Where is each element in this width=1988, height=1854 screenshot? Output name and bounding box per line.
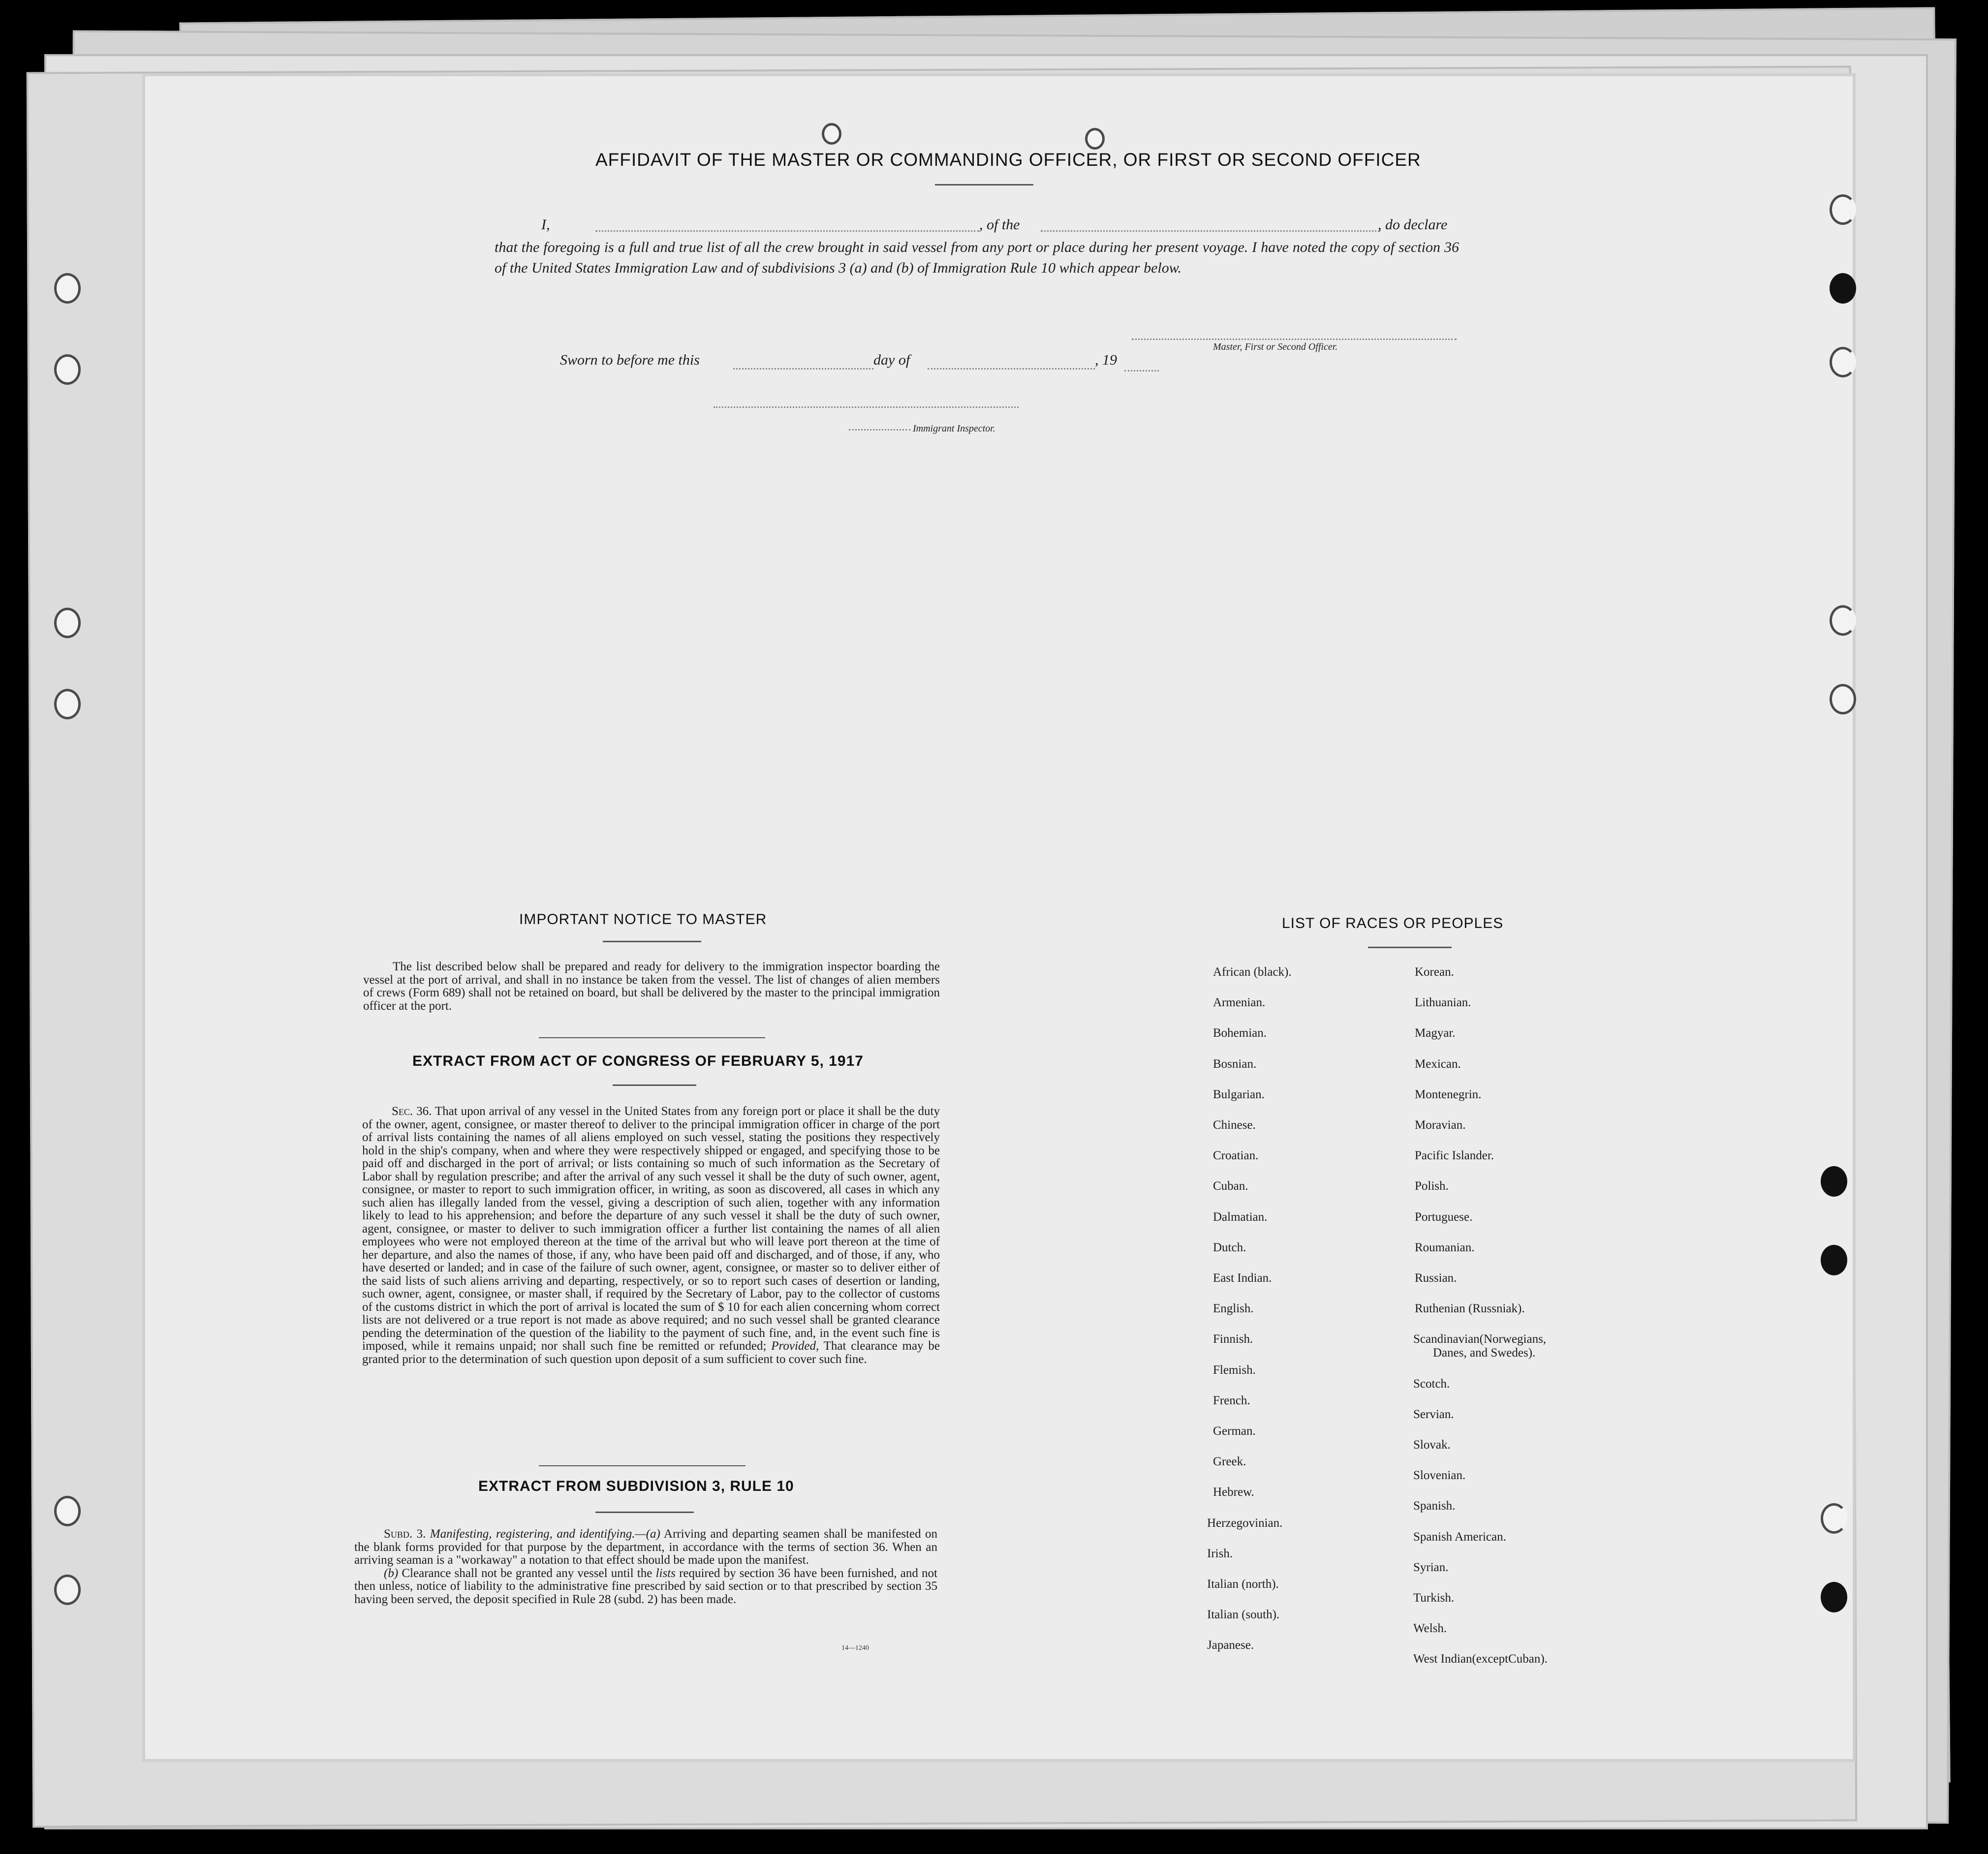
race-item: Turkish. bbox=[1413, 1591, 1455, 1605]
binding-hole bbox=[54, 1496, 81, 1526]
divider bbox=[603, 941, 701, 942]
affidavit-body: that the foregoing is a full and true list of all the crew brought in said vessel from any port or place during her present voyage. I have noted the copy of section 36 of the United States Immigration Law and of subdivisions 3 (a) and (b) of Immigration Rule 10 which appear below. bbox=[495, 239, 1459, 276]
race-item: Dalmatian. bbox=[1213, 1210, 1268, 1224]
notice-paragraph: The list described below shall be prepared and ready for delivery to the immigration inspector boarding the vessel at the port of arrival, and shall in no instance be taken from the vessel. The list of changes of alien members of crews (Form 689) shall not be retained on board, but shall be delivered by the master to the principal immigration officer at the port. bbox=[363, 960, 940, 1013]
race-item: Scandinavian(Norwegians, bbox=[1413, 1332, 1547, 1346]
race-item: Dutch. bbox=[1213, 1240, 1246, 1254]
sec-label: Sec. 36. bbox=[392, 1105, 432, 1118]
notice-title: IMPORTANT NOTICE TO MASTER bbox=[519, 911, 767, 927]
race-item: Scotch. bbox=[1413, 1377, 1450, 1390]
race-item: African (black). bbox=[1213, 965, 1292, 979]
race-item: Lithuanian. bbox=[1415, 996, 1471, 1010]
binding-hole bbox=[54, 1575, 81, 1605]
race-item: Korean. bbox=[1415, 965, 1454, 979]
race-item: West Indian(exceptCuban). bbox=[1413, 1652, 1548, 1666]
subd-b-text1: Clearance shall not be granted any vessel until the bbox=[402, 1566, 652, 1580]
extract-act-title: EXTRACT FROM ACT OF CONGRESS OF FEBRUARY 5, 1917 bbox=[412, 1053, 864, 1069]
race-item: Bohemian. bbox=[1213, 1026, 1267, 1040]
binding-hole bbox=[1830, 194, 1856, 225]
race-item: Montenegrin. bbox=[1415, 1087, 1482, 1101]
race-item: Hebrew. bbox=[1213, 1485, 1254, 1499]
affidavit-of-the: , of the bbox=[979, 216, 1020, 233]
subd-a-text: Arriving and departing seamen shall be manifested on the blank forms provided for that purpose by the department, in accordance with the terms of section 36. When an arriving seaman is a "workaway" a notation to that effect should be made upon the manifest. bbox=[354, 1527, 938, 1567]
form-page bbox=[145, 76, 1853, 1759]
race-item: Chinese. bbox=[1213, 1118, 1256, 1132]
binding-hole bbox=[54, 354, 81, 385]
vessel-field-line bbox=[1041, 230, 1380, 232]
race-item: Bulgarian. bbox=[1213, 1087, 1265, 1101]
race-item: English. bbox=[1213, 1302, 1254, 1316]
race-item: Herzegovinian. bbox=[1207, 1516, 1283, 1530]
sworn-year-line bbox=[1124, 370, 1159, 371]
affidavit-declare: , do declare bbox=[1378, 216, 1448, 233]
race-item: Italian (south). bbox=[1207, 1608, 1280, 1622]
subd-label: Subd. 3. bbox=[384, 1527, 426, 1541]
master-caption: Master, First or Second Officer. bbox=[1213, 341, 1338, 352]
race-item: Finnish. bbox=[1213, 1332, 1253, 1346]
races-title: LIST OF RACES OR PEOPLES bbox=[1282, 915, 1504, 931]
sec-36-text-end: That clearance may be granted prior to the determination of such question upon deposit of a sum sufficient to cover such fine. bbox=[362, 1339, 940, 1366]
race-item: Portuguese. bbox=[1415, 1210, 1473, 1224]
inspector-lead-line bbox=[849, 429, 910, 431]
divider bbox=[613, 1084, 696, 1086]
race-item: East Indian. bbox=[1213, 1271, 1272, 1285]
race-item: German. bbox=[1213, 1424, 1256, 1438]
race-item: Cuban. bbox=[1213, 1179, 1248, 1193]
binding-hole bbox=[1821, 1582, 1847, 1612]
race-item: Danes, and Swedes). bbox=[1433, 1346, 1536, 1360]
sec-36-text: That upon arrival of any vessel in the United States from any foreign port or place it shall be the duty of the owner, agent, consignee, or master thereof to deliver to the principal immigration officer in charge of the port of arrival lists containing the names of all aliens employed on such vessel, stating the positions they respectively hold in the ship's company, when and where they were respectively shipped or engaged, and specifying those to be paid off and discharged in the port of arrival; or lists containing so much of such information as the Secretary of Labor shall by regulation prescribe; and after the arrival of any such vessel it shall be the duty of such owner, agent, consignee, or master to report to such immigration officer, in writing, as soon as discovered, all cases in which any such alien has illegally landed from the vessel, giving a description of such alien, together with any information likely to lead to his apprehension; and before the departure of any such vessel it shall be the duty of such owner, agent, consignee, or master to deliver to such immigration officer a further list containing the names of all alien employees who were not employed thereon at the time of the arrival but who will leave port thereon at the time of her departure, and also the names of those, if any, who have been paid off and discharged, and of those, if any, who have deserted or landed; and in case of the failure of such owner, agent, consignee, or master so to deliver either of the said lists of such aliens arriving and departing, respectively, or so to report such cases of desertion or landing, such owner, agent, consignee, or master shall, if required by the Secretary of Labor, pay to the collector of customs of the customs district in which the port of arrival is located the sum of $ 10 for each alien concerning whom correct lists are not delivered or a true report is not made as above required; and no such vessel shall be granted clearance pending the determination of the question of the liability to the payment of such fine, and, in the event such fine is imposed, while it remains unpaid; nor shall such fine be remitted or refunded; bbox=[362, 1105, 940, 1353]
binding-hole bbox=[822, 123, 841, 145]
race-item: Armenian. bbox=[1213, 996, 1266, 1010]
binding-hole bbox=[1821, 1245, 1847, 1275]
notice-text bbox=[363, 960, 940, 1013]
divider bbox=[1368, 947, 1452, 948]
race-item: Slovenian. bbox=[1413, 1469, 1466, 1483]
race-item: Croatian. bbox=[1213, 1149, 1259, 1163]
signature-line bbox=[1132, 339, 1457, 340]
binding-hole bbox=[54, 608, 81, 638]
subd-b-label: (b) bbox=[384, 1566, 399, 1580]
sworn-day-of: day of bbox=[873, 352, 910, 368]
race-item: Servian. bbox=[1413, 1407, 1454, 1421]
binding-hole bbox=[1830, 347, 1856, 377]
sworn-prefix: Sworn to before me this bbox=[560, 352, 700, 368]
race-item: Ruthenian (Russniak). bbox=[1415, 1302, 1525, 1316]
sworn-day-line bbox=[733, 368, 873, 370]
race-item: Spanish American. bbox=[1413, 1530, 1506, 1544]
extract-rule-text bbox=[354, 1528, 937, 1606]
extract-act-text bbox=[362, 1105, 940, 1366]
race-item: Moravian. bbox=[1415, 1118, 1466, 1132]
race-item: Pacific Islander. bbox=[1415, 1149, 1494, 1163]
lists-word: lists bbox=[655, 1566, 676, 1580]
sworn-year: , 19 bbox=[1095, 352, 1117, 368]
provided-label: Provided, bbox=[771, 1339, 819, 1353]
affidavit-i: I, bbox=[541, 216, 550, 233]
binding-hole bbox=[1821, 1166, 1847, 1197]
inspector-caption: Immigrant Inspector. bbox=[913, 423, 995, 434]
binding-hole bbox=[54, 273, 81, 304]
extract-rule-title: EXTRACT FROM SUBDIVISION 3, RULE 10 bbox=[478, 1478, 794, 1494]
sworn-month-line bbox=[928, 368, 1095, 370]
race-item: Greek. bbox=[1213, 1455, 1246, 1469]
binding-hole bbox=[1830, 605, 1856, 636]
race-item: Syrian. bbox=[1413, 1560, 1449, 1574]
divider bbox=[935, 184, 1033, 185]
race-item: Italian (north). bbox=[1207, 1577, 1279, 1591]
divider bbox=[539, 1037, 765, 1038]
race-item: Mexican. bbox=[1415, 1057, 1461, 1071]
subd-heading: Manifesting, registering, and identifying.—(a) bbox=[430, 1527, 660, 1541]
name-field-line bbox=[595, 230, 979, 232]
affidavit-title: AFFIDAVIT OF THE MASTER OR COMMANDING OFFICER, OR FIRST OR SECOND OFFICER bbox=[595, 150, 1421, 170]
race-item: Flemish. bbox=[1213, 1363, 1256, 1377]
divider bbox=[539, 1465, 746, 1466]
race-item: Spanish. bbox=[1413, 1499, 1456, 1513]
race-item: Russian. bbox=[1415, 1271, 1457, 1285]
race-item: Japanese. bbox=[1207, 1638, 1254, 1652]
race-item: Magyar. bbox=[1415, 1026, 1456, 1040]
race-item: Polish. bbox=[1415, 1179, 1449, 1193]
inspector-signature-line bbox=[714, 406, 1019, 408]
race-item: Welsh. bbox=[1413, 1622, 1447, 1636]
race-item: Irish. bbox=[1207, 1546, 1233, 1560]
race-item: Roumanian. bbox=[1415, 1240, 1475, 1254]
binding-hole bbox=[1085, 128, 1105, 150]
race-item: French. bbox=[1213, 1393, 1250, 1407]
binding-hole bbox=[54, 689, 81, 719]
divider bbox=[595, 1512, 694, 1513]
race-item: Slovak. bbox=[1413, 1438, 1451, 1452]
subd-b-text2: required by section 36 have been furnished, and not then unless, notice of liability to the administrative fine prescribed by said section or to that prescribed by section 35 having been served, the deposit specified in Rule 28 (subd. 2) has been made. bbox=[354, 1566, 937, 1606]
binding-hole bbox=[1821, 1503, 1847, 1534]
binding-hole bbox=[1830, 684, 1856, 714]
race-item: Bosnian. bbox=[1213, 1057, 1257, 1071]
form-number: 14—1240 bbox=[841, 1644, 869, 1652]
binding-hole bbox=[1830, 273, 1856, 304]
